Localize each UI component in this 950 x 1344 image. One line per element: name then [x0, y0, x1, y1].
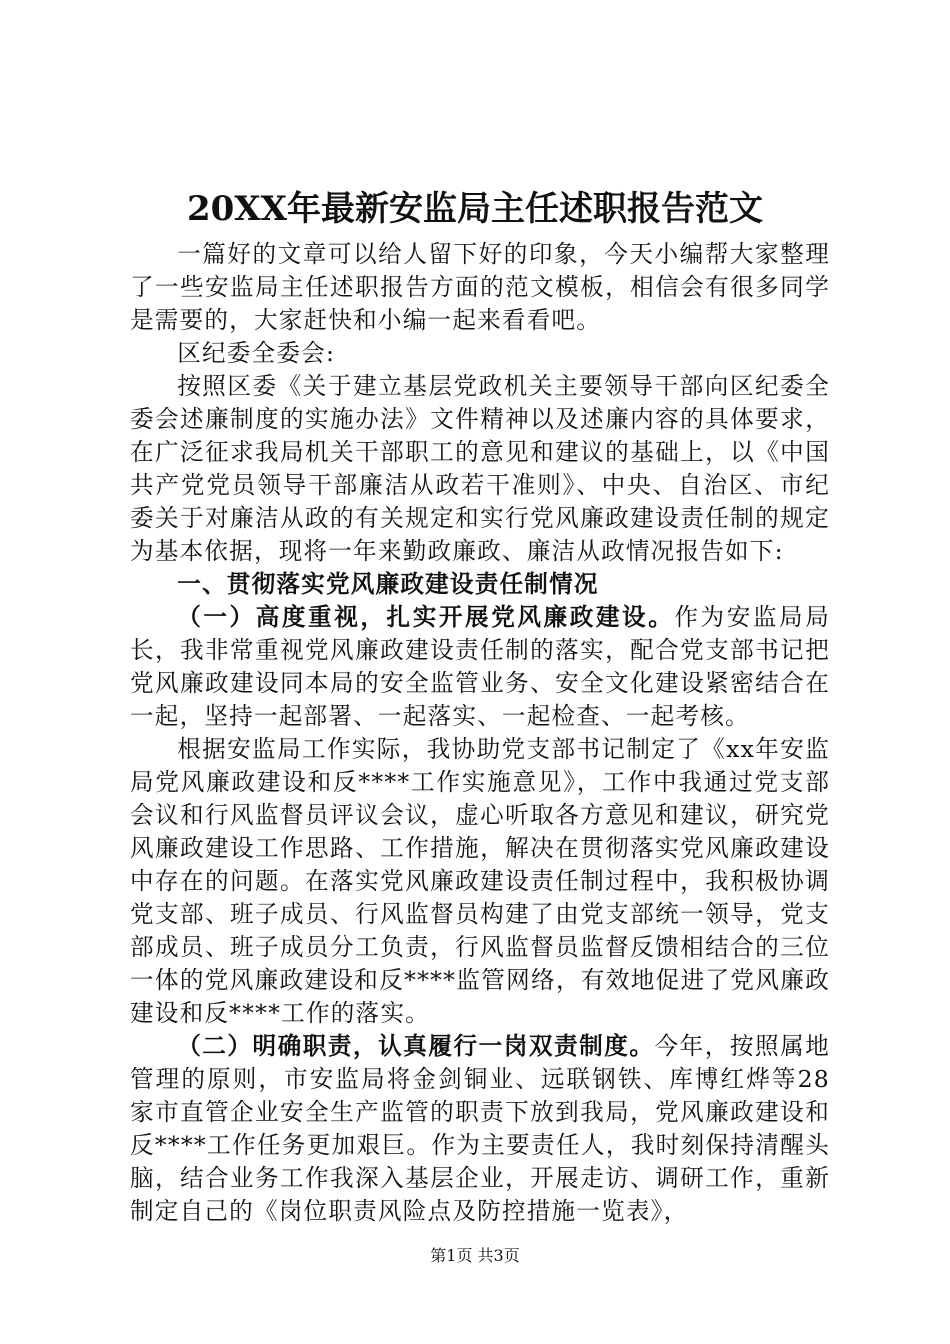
section-1-heading: 一、贯彻落实党风廉政建设责任制情况 [177, 570, 599, 598]
document-body [130, 238, 830, 1228]
paragraph-2: 根据安监局工作实际，我协助党支部书记制定了《xx年安监局党风廉政建设和反****工作实施意见》，工作中我通过党支部会议和行风监督员评议会议，虚心听取各方意见和建议，研究党风廉政建设工作思路、工作措施，解决在贯彻落实党风廉政建设中存在的问题。在落实党风廉政建设责任制过程中，我积极协调党支部、班子成员、行风监督员构建了由党支部统一领导，党支部成员、班子成员分工负责，行风监督员监督反馈相结合的三位一体的党风廉政建设和反****监管网络，有效地促进了党风廉政建设和反****工作的落实。 [130, 735, 830, 1027]
page-footer: 第1页 共3页 [430, 1246, 520, 1265]
subsection-1-paragraph [130, 601, 830, 733]
paragraph-1: 按照区委《关于建立基层党政机关主要领导干部向区纪委全委会述廉制度的实施办法》文件精神以及述廉内容的具体要求，在广泛征求我局机关干部职工的意见和建议的基础上，以《中国共产党党员领导干部廉洁从政若干准则》、中央、自治区、市纪委关于对廉洁从政的有关规定和实行党风廉政建设责任制的规定为基本依据，现将一年来勤政廉政、廉洁从政情况报告如下: [130, 372, 830, 565]
intro-paragraph: 一篇好的文章可以给人留下好的印象，今天小编帮大家整理了一些安监局主任述职报告方面的范文模板，相信会有很多同学是需要的，大家赶快和小编一起来看看吧。 [130, 240, 830, 334]
subsection-1-lead: （一）高度重视，扎实开展党风廉政建设。 [177, 603, 675, 631]
salutation: 区纪委全委会: [177, 339, 336, 367]
document-title: 20XX年最新安监局主任述职报告范文 [186, 189, 764, 229]
subsection-2-paragraph [130, 1030, 830, 1228]
subsection-2-lead: （二）明确职责，认真履行一岗双责制度。 [177, 1032, 655, 1060]
subsection-1-text: 作为安监局局长，我非常重视党风廉政建设责任制的落实，配合党支部书记把党风廉政建设同本局的安全监管业务、安全文化建设紧密结合在一起，坚持一起部署、一起落实、一起检查、一起考核。 [130, 603, 830, 730]
subsection-2-text: 今年，按照属地管理的原则，市安监局将金剑铜业、远联钢铁、库博红烨等28家市直管企业安全生产监管的职责下放到我局，党风廉政建设和反****工作任务更加艰巨。作为主要责任人，我时刻保持清醒头脑，结合业务工作我深入基层企业，开展走访、调研工作，重新制定自己的《岗位职责风险点及防控措施一览表》， [130, 1032, 830, 1225]
